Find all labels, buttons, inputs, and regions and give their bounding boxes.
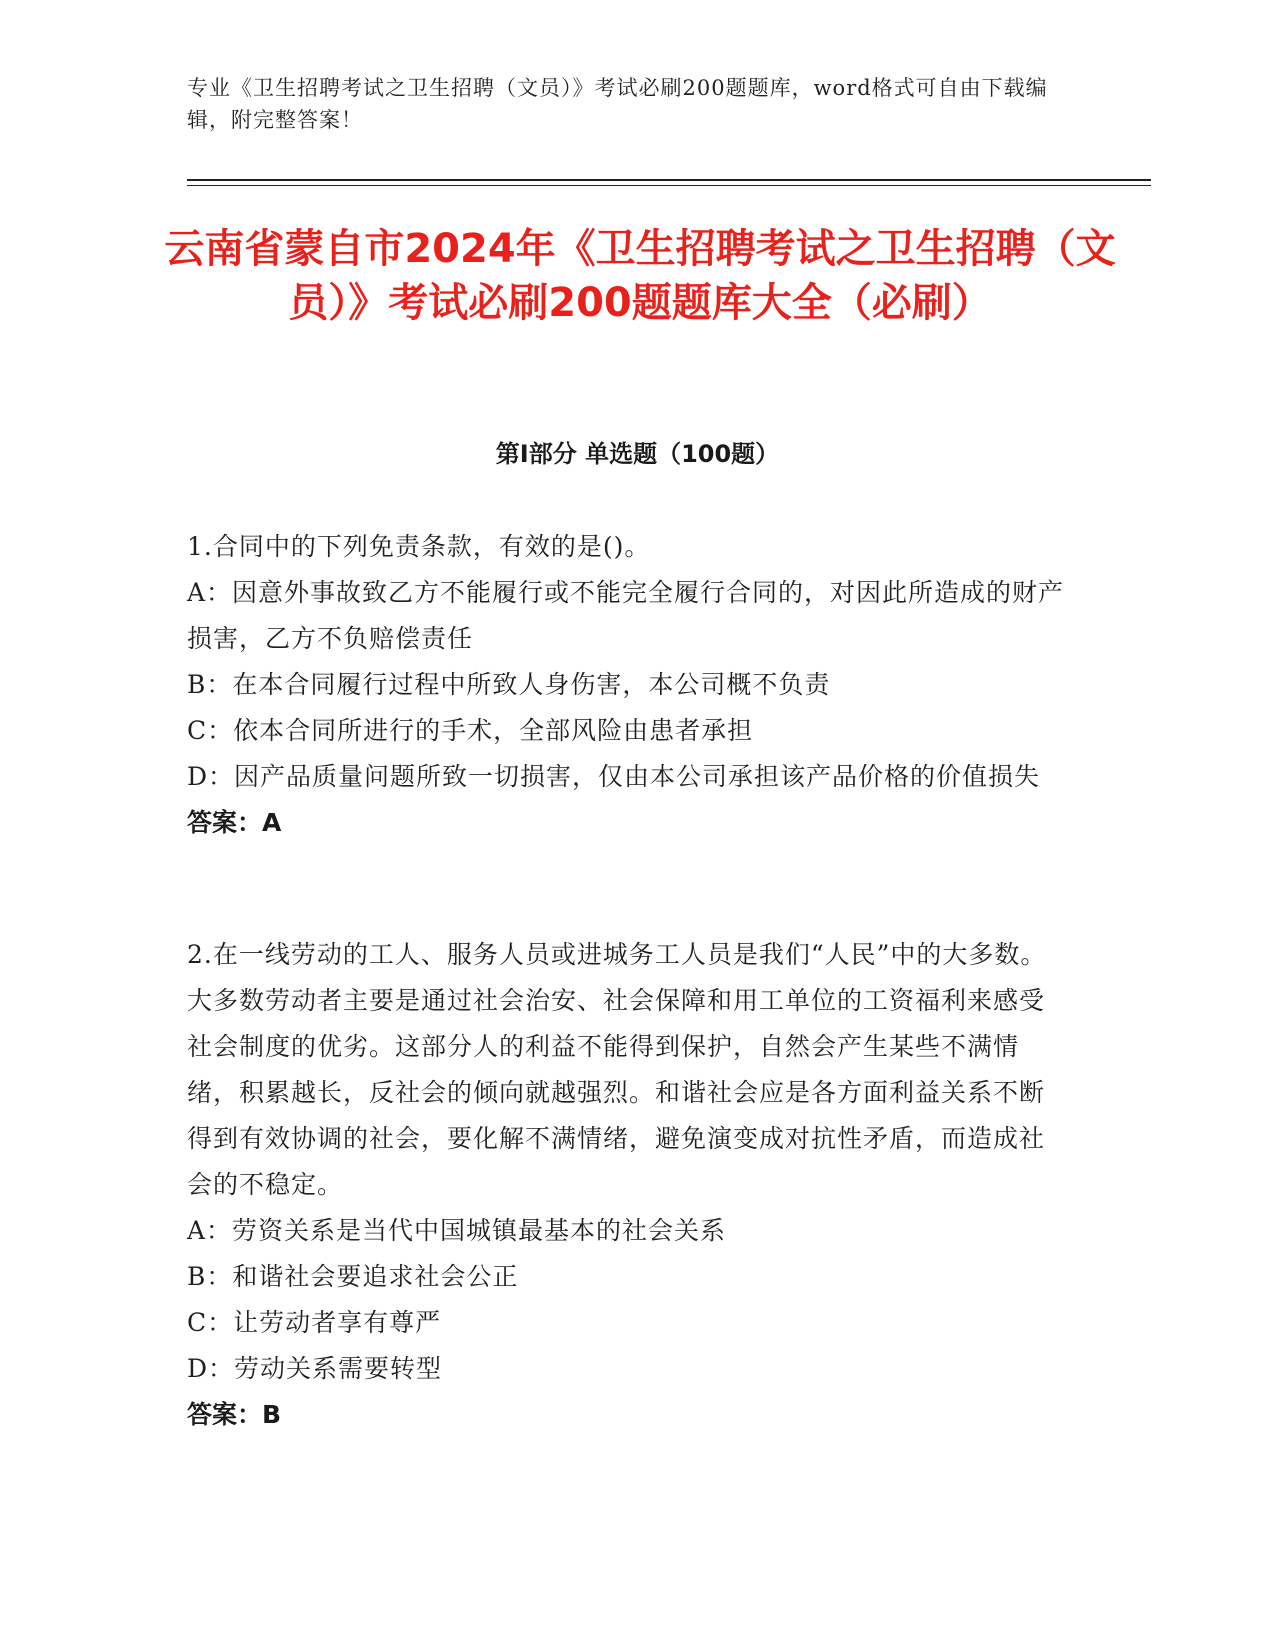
header-divider-thin: [187, 185, 1151, 186]
option-b: B：在本合同履行过程中所致人身伤害，本公司概不负责: [187, 670, 831, 699]
question-block: [187, 932, 1067, 1438]
question-block: [187, 524, 1067, 846]
header-note: 专业《卫生招聘考试之卫生招聘（文员）》考试必刷200题题库，word格式可自由下载编辑，附完整答案！: [187, 76, 1048, 132]
question-stem: 2.在一线劳动的工人、服务人员或进城务工人员是我们“人民”中的大多数。大多数劳动者主要是通过社会治安、社会保障和用工单位的工资福利来感受社会制度的优劣。这部分人的利益不能得到保护，自然会产生某些不满情绪，积累越长，反社会的倾向就越强烈。和谐社会应是各方面利益关系不断得到有效协调的社会，要化解不满情绪，避免演变成对抗性矛盾，而造成社会的不稳定。: [187, 940, 1047, 1199]
option-d: D：劳动关系需要转型: [187, 1354, 443, 1383]
option-c: C：让劳动者享有尊严: [187, 1308, 442, 1337]
question-stem: 1.合同中的下列免责条款，有效的是()。: [187, 532, 651, 561]
document-title: 云南省蒙自市2024年《卫生招聘考试之卫生招聘（文员）》考试必刷200题题库大全（必刷）: [164, 226, 1116, 326]
section-title: 第Ⅰ部分 单选题（100题）: [495, 440, 780, 468]
answer-line: 答案：B: [187, 1400, 282, 1429]
option-d: D：因产品质量问题所致一切损害，仅由本公司承担该产品价格的价值损失: [187, 762, 1041, 791]
option-c: C：依本合同所进行的手术，全部风险由患者承担: [187, 716, 754, 745]
header-divider-thick: [187, 179, 1151, 181]
option-a: A：劳资关系是当代中国城镇最基本的社会关系: [187, 1216, 727, 1245]
answer-line: 答案：A: [187, 808, 282, 837]
option-a: A：因意外事故致乙方不能履行或不能完全履行合同的，对因此所造成的财产损害，乙方不负赔偿责任: [187, 578, 1065, 653]
option-b: B：和谐社会要追求社会公正: [187, 1262, 519, 1291]
